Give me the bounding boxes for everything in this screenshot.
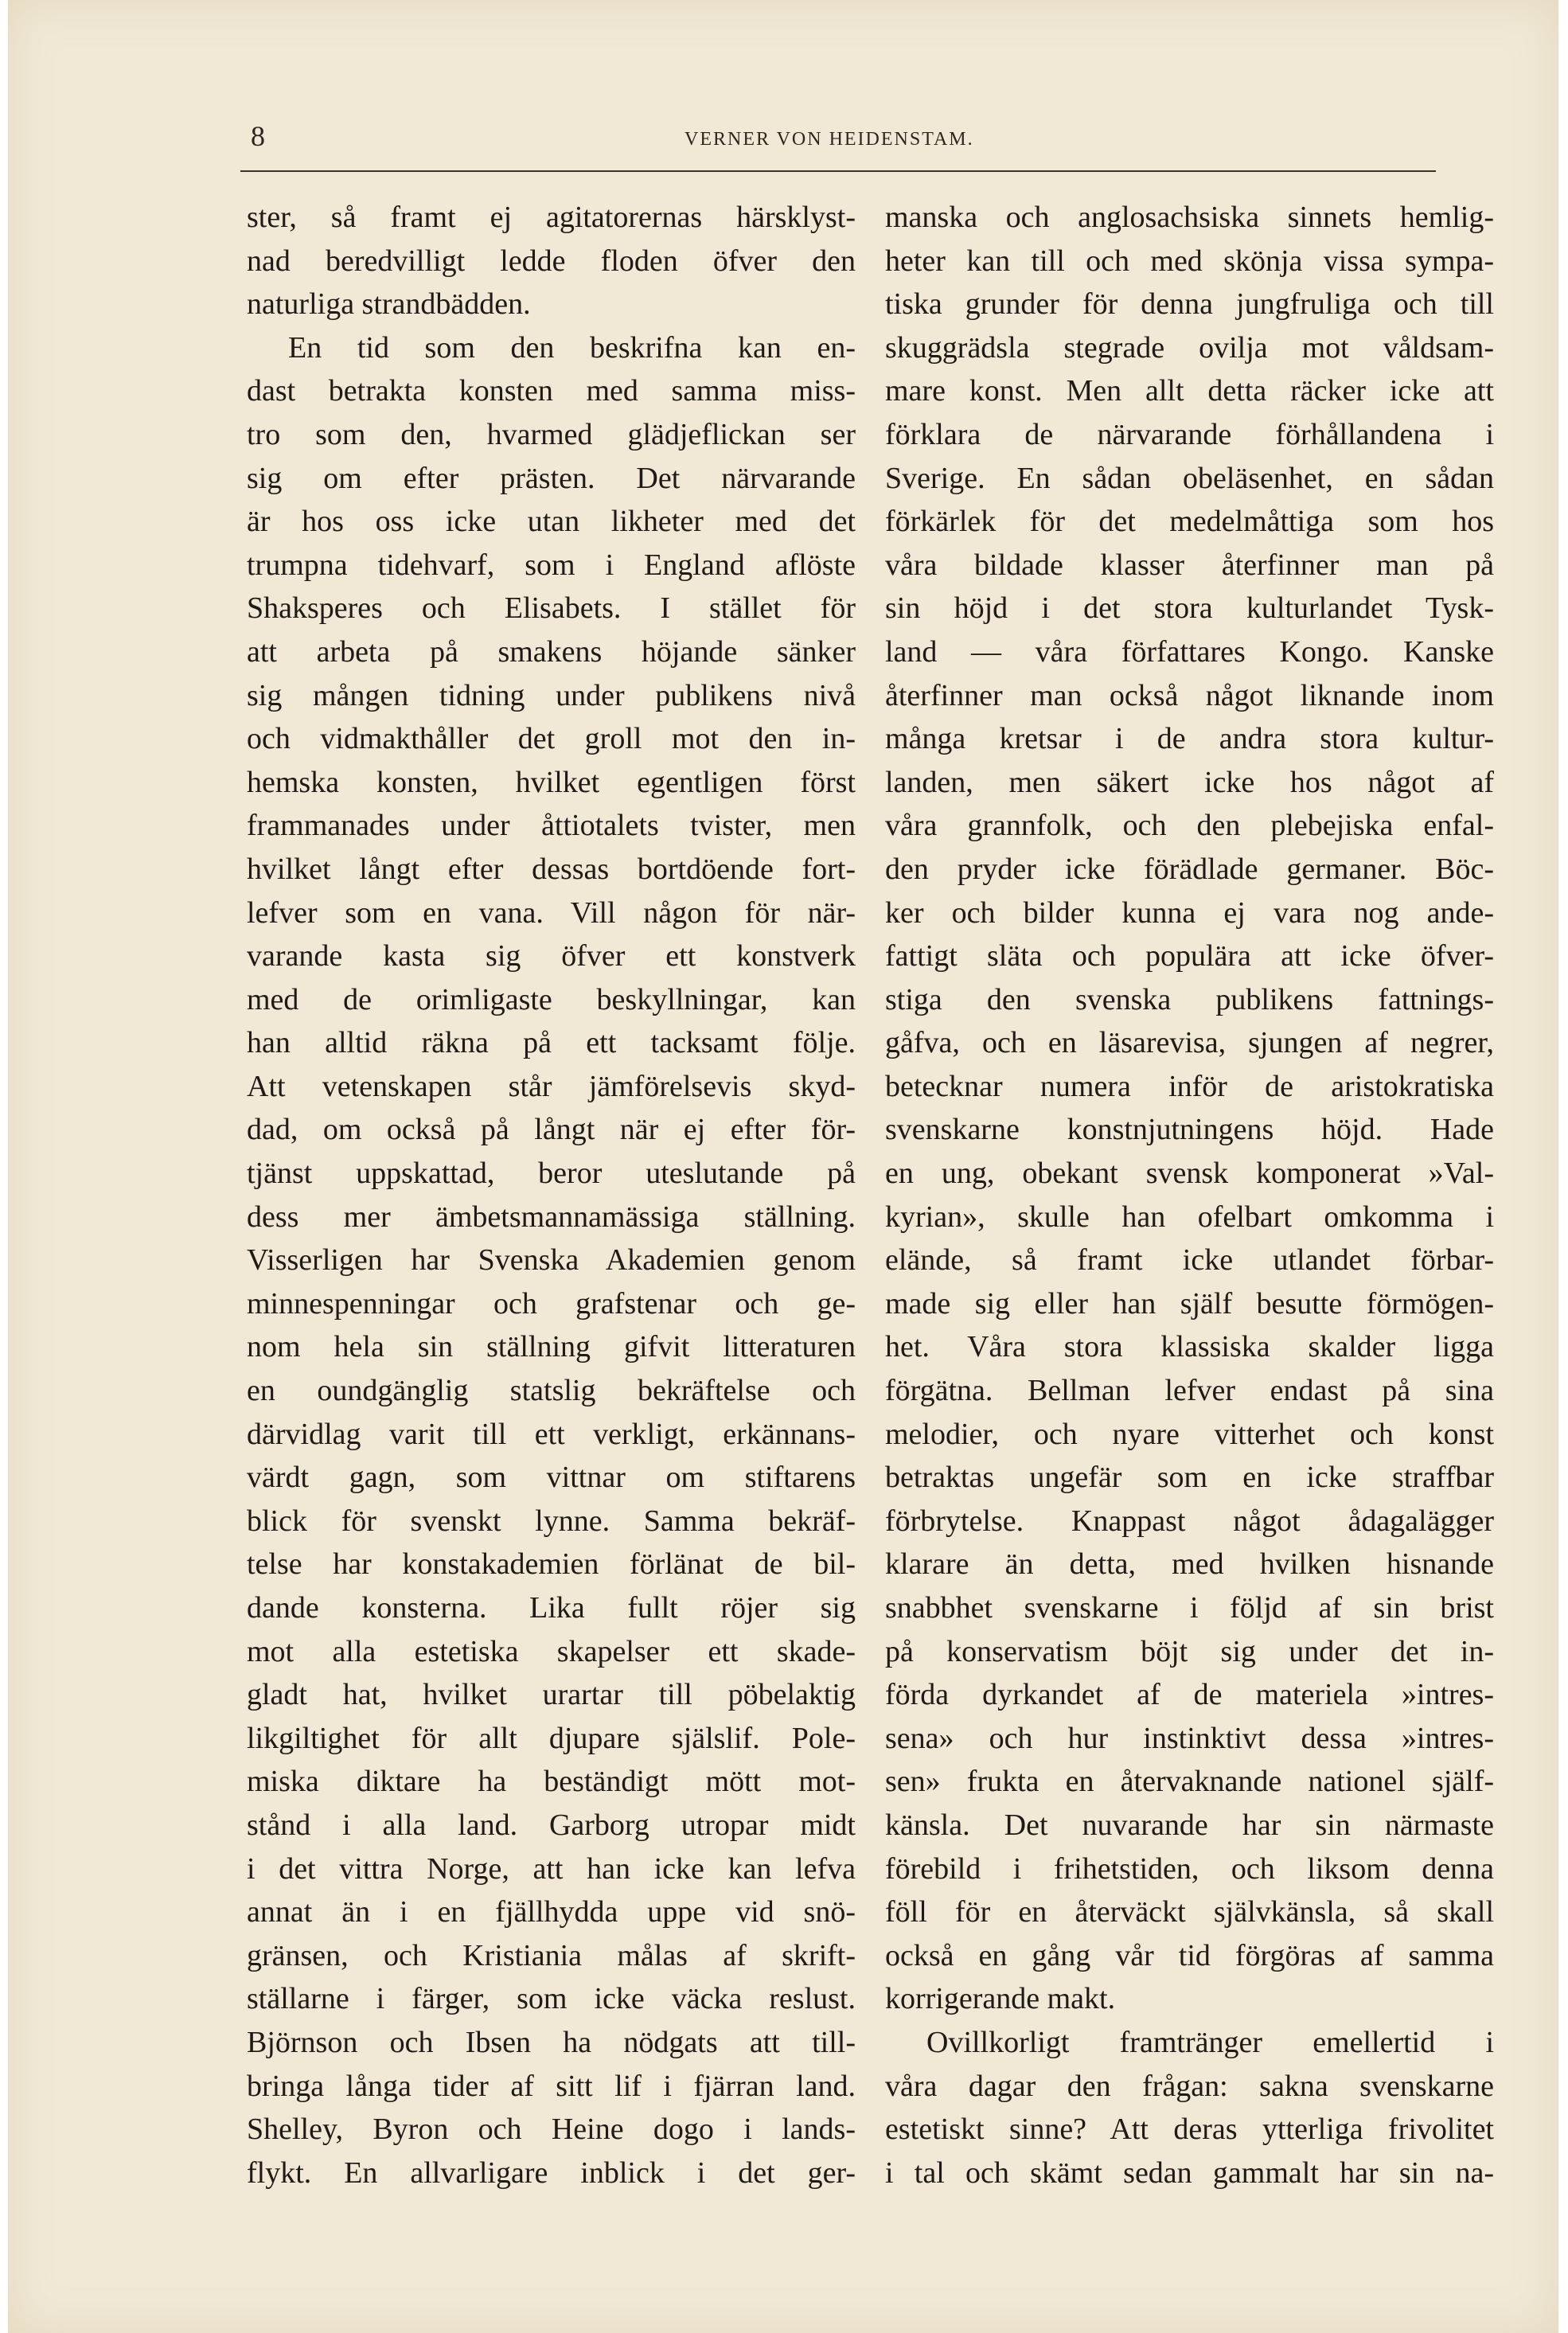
text-column-right [885, 196, 1494, 2195]
running-title: VERNER VON HEIDENSTAM. [685, 129, 974, 150]
text-line: melodier, och nyare vitterhet och konst [885, 1417, 1494, 1451]
text-line: ställarne i färger, som icke väcka reslust. [247, 1982, 856, 2016]
text-line: många kretsar i de andra stora kultur- [885, 722, 1494, 756]
text-line: förkärlek för det medelmåttiga som hos [885, 505, 1494, 539]
text-line: het. Våra stora klassiska skalder ligga [885, 1330, 1494, 1364]
text-line: sena» och hur instinktivt dessa »intres- [885, 1721, 1494, 1755]
text-line: nad beredvilligt ledde floden öfver den [247, 244, 856, 278]
text-line: sin höjd i det stora kulturlandet Tysk- [885, 591, 1494, 626]
text-line: annat än i en fjällhydda uppe vid snö- [247, 1895, 856, 1929]
text-column-left [247, 196, 856, 2195]
text-line: made sig eller han själf besutte förmögen- [885, 1286, 1494, 1321]
text-line: kyrian», skulle han ofelbart omkomma i [885, 1200, 1494, 1234]
text-line: blick för svenskt lynne. Samma bekräf- [247, 1504, 856, 1538]
text-line: Att vetenskapen står jämförelsevis skyd- [247, 1069, 856, 1103]
text-line: med de orimligaste beskyllningar, kan [247, 982, 856, 1016]
text-line: värdt gagn, som vittnar om stiftarens [247, 1461, 856, 1495]
text-line: dess mer ämbetsmannamässiga ställning. [247, 1200, 856, 1234]
text-line: dad, om också på långt när ej efter för- [247, 1113, 856, 1147]
text-line: elände, så framt icke utlandet förbar- [885, 1243, 1494, 1278]
text-line: miska diktare ha beständigt mött mot- [247, 1765, 856, 1799]
text-line: tjänst uppskattad, beror uteslutande på [247, 1157, 856, 1191]
text-line: att arbeta på smakens höjande sänker [247, 634, 856, 669]
text-line: manska och anglosachsiska sinnets hemlig- [885, 201, 1494, 234]
text-line: också en gång vår tid förgöras af samma [885, 1938, 1494, 1972]
text-line: telse har konstakademien förlänat de bil- [247, 1547, 856, 1582]
text-line: stånd i alla land. Garborg utropar midt [247, 1808, 856, 1842]
text-line: därvidlag varit till ett verkligt, erkännans- [247, 1417, 856, 1451]
text-line: känsla. Det nuvarande har sin närmaste [885, 1808, 1494, 1842]
text-line: heter kan till och med skönja vissa sympa- [885, 244, 1494, 278]
text-line: sig mången tidning under publikens nivå [247, 678, 856, 712]
text-line: gåfva, och en läsarevisa, sjungen af negrer, [885, 1026, 1494, 1060]
text-line: betraktas ungefär som en icke straffbar [885, 1461, 1494, 1495]
text-line: förgätna. Bellman lefver endast på sina [885, 1374, 1494, 1408]
text-line: gränsen, och Kristiania målas af skrift- [247, 1938, 856, 1972]
text-line: Ovillkorligt framtränger emellertid i [926, 2025, 1494, 2059]
text-line: svenskarne konstnjutningens höjd. Hade [885, 1113, 1494, 1147]
text-line: förklara de närvarande förhållandena i [885, 417, 1494, 451]
text-line: flykt. En allvarligare inblick i det ger- [247, 2155, 856, 2190]
text-line: fattigt släta och populära att icke öfver- [885, 939, 1494, 973]
text-line: på konservatism böjt sig under det in- [885, 1634, 1494, 1668]
text-line: och vidmakthåller det groll mot den in- [247, 722, 856, 756]
text-line: Björnson och Ibsen ha nödgats att till- [247, 2025, 856, 2059]
text-line: bringa långa tider af sitt lif i fjärran land. [247, 2069, 856, 2103]
text-line: gladt hat, hvilket urartar till pöbelaktig [247, 1678, 856, 1712]
text-line: land — våra författares Kongo. Kanske [885, 634, 1494, 669]
text-line: ker och bilder kunna ej vara nog ande- [885, 895, 1494, 930]
text-line: landen, men säkert icke hos något af [885, 765, 1494, 799]
text-line: i tal och skämt sedan gammalt har sin na- [885, 2155, 1494, 2190]
text-line: korrigerande makt. [885, 1982, 1116, 2016]
text-line: snabbhet svenskarne i följd af sin brist [885, 1591, 1494, 1625]
text-line: naturliga strandbädden. [247, 287, 531, 322]
text-line: förda dyrkandet af de materiela »intres- [885, 1678, 1494, 1712]
text-line: tro som den, hvarmed glädjeflickan ser [247, 417, 856, 451]
text-line: Sverige. En sådan obeläsenhet, en sådan [885, 461, 1494, 495]
text-line: klarare än detta, med hvilken hisnande [885, 1547, 1494, 1582]
text-line: hemska konsten, hvilket egentligen först [247, 765, 856, 799]
text-line: Shaksperes och Elisabets. I stället för [247, 591, 856, 626]
text-line: en ung, obekant svensk komponerat »Val- [885, 1157, 1494, 1191]
text-line: lefver som en vana. Vill någon för när- [247, 895, 856, 930]
text-line: föll för en återväckt självkänsla, så skall [885, 1895, 1494, 1929]
text-line: dande konsterna. Lika fullt röjer sig [247, 1591, 856, 1625]
text-line: likgiltighet för allt djupare själslif. Pole- [247, 1721, 856, 1755]
text-line: frammanades under åttiotalets tvister, men [247, 809, 856, 843]
text-line: dast betrakta konsten med samma miss- [247, 374, 856, 408]
text-line: våra dagar den frågan: sakna svenskarne [885, 2069, 1494, 2103]
text-line: är hos oss icke utan likheter med det [247, 505, 856, 539]
text-line: nom hela sin ställning gifvit litteraturen [247, 1330, 856, 1364]
text-line: skuggrädsla stegrade ovilja mot våldsam- [885, 330, 1494, 365]
page-number: 8 [251, 120, 265, 152]
text-line: den pryder icke förädlade germaner. Böc- [885, 852, 1494, 886]
text-line: varande kasta sig öfver ett konstverk [247, 939, 856, 973]
text-line: Shelley, Byron och Heine dogo i lands- [247, 2113, 856, 2147]
text-line: En tid som den beskrifna kan en- [288, 330, 856, 365]
text-line: i det vittra Norge, att han icke kan lefva [247, 1851, 856, 1886]
header-rule [240, 170, 1436, 172]
text-line: mare konst. Men allt detta räcker icke att [885, 374, 1494, 408]
text-line: betecknar numera inför de aristokratiska [885, 1069, 1494, 1103]
text-line: en oundgänglig statslig bekräftelse och [247, 1374, 856, 1408]
text-line: våra bildade klasser återfinner man på [885, 548, 1494, 582]
text-line: förbrytelse. Knappast något ådagalägger [885, 1504, 1494, 1538]
text-line: estetiskt sinne? Att deras ytterliga frivolitet [885, 2113, 1494, 2147]
text-line: sig om efter prästen. Det närvarande [247, 461, 856, 495]
text-line: Visserligen har Svenska Akademien genom [247, 1243, 856, 1278]
text-line: han alltid räkna på ett tacksamt följe. [247, 1026, 856, 1060]
book-page [8, 0, 1558, 2333]
text-line: stiga den svenska publikens fattnings- [885, 982, 1494, 1016]
text-line: förebild i frihetstiden, och liksom denna [885, 1851, 1494, 1886]
text-line: minnespenningar och grafstenar och ge- [247, 1286, 856, 1321]
text-line: våra grannfolk, och den plebejiska enfal- [885, 809, 1494, 843]
text-line: hvilket långt efter dessas bortdöende fort- [247, 852, 856, 886]
text-line: ster, så framt ej agitatorernas härsklyst- [247, 201, 856, 234]
text-line: återfinner man också något liknande inom [885, 678, 1494, 712]
text-line: sen» frukta en återvaknande nationel själf- [885, 1765, 1494, 1799]
text-line: tiska grunder för denna jungfruliga och till [885, 287, 1494, 322]
text-line: trumpna tidehvarf, som i England aflöste [247, 548, 856, 582]
text-line: mot alla estetiska skapelser ett skade- [247, 1634, 856, 1668]
